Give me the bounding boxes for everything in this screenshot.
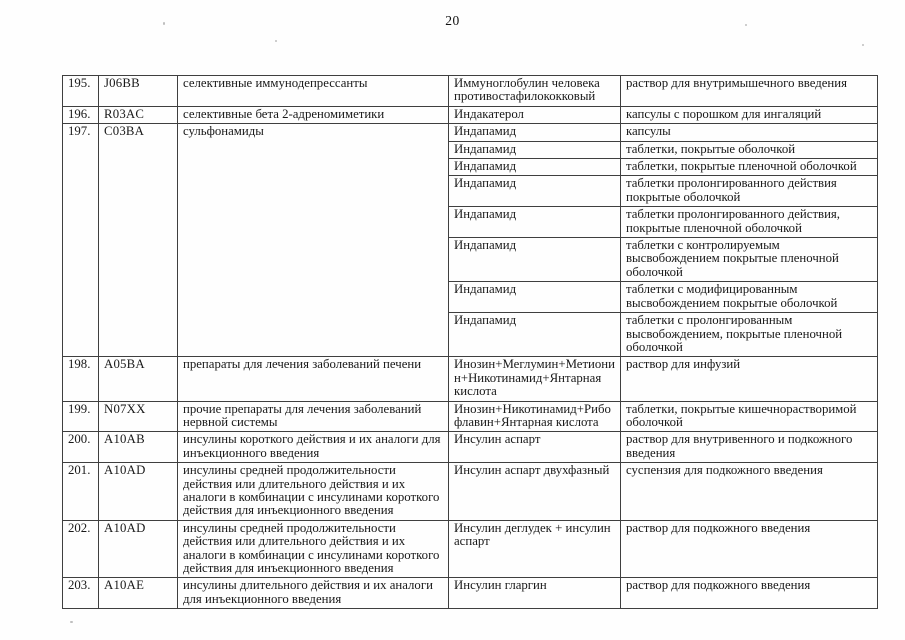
page-number: 20 — [445, 13, 460, 28]
cell-row-number: 203. — [63, 578, 99, 609]
cell-dosage-form: раствор для подкожного введения — [621, 578, 878, 609]
cell-atc-code: A10AD — [99, 463, 178, 521]
cell-group-name: препараты для лечения заболеваний печени — [178, 357, 449, 401]
cell-drug-name: Инозин+Никотинамид+Рибофлавин+Янтарная кислота — [449, 401, 621, 432]
table-row — [63, 124, 878, 141]
cell-group-name: селективные бета 2-адреномиметики — [178, 106, 449, 123]
cell-group-name: прочие препараты для лечения заболеваний нервной системы — [178, 401, 449, 432]
cell-dosage-form: таблетки с пролонгированным высвобождением, покрытые пленочной оболочкой — [621, 313, 878, 357]
cell-dosage-form: раствор для подкожного введения — [621, 520, 878, 578]
cell-dosage-form: капсулы с порошком для ингаляций — [621, 106, 878, 123]
cell-dosage-form: таблетки пролонгированного действия, покрытые пленочной оболочкой — [621, 207, 878, 238]
scan-speck — [70, 621, 73, 623]
cell-row-number: 201. — [63, 463, 99, 521]
cell-drug-name: Инсулин аспарт двухфазный — [449, 463, 621, 521]
cell-atc-code: A10AE — [99, 578, 178, 609]
cell-dosage-form: таблетки, покрытые кишечнорастворимой оболочкой — [621, 401, 878, 432]
cell-dosage-form: раствор для внутримышечного введения — [621, 76, 878, 107]
cell-drug-name: Инсулин аспарт — [449, 432, 621, 463]
cell-atc-code: A05BA — [99, 357, 178, 401]
cell-group-name: инсулины средней продолжительности действия или длительного действия и их аналоги в комбинации с инсулинами короткого действия для инъекционного введения — [178, 463, 449, 521]
cell-dosage-form: раствор для инфузий — [621, 357, 878, 401]
table-row — [63, 463, 878, 521]
cell-row-number: 200. — [63, 432, 99, 463]
cell-drug-name: Индапамид — [449, 141, 621, 158]
cell-dosage-form: таблетки с модифицированным высвобождением покрытые оболочкой — [621, 282, 878, 313]
cell-drug-name: Индапамид — [449, 124, 621, 141]
cell-atc-code: A10AB — [99, 432, 178, 463]
cell-drug-name: Инсулин гларгин — [449, 578, 621, 609]
cell-row-number: 197. — [63, 124, 99, 357]
scan-speck — [862, 44, 864, 46]
cell-dosage-form: суспензия для подкожного введения — [621, 463, 878, 521]
table-row — [63, 401, 878, 432]
table-row — [63, 357, 878, 401]
cell-atc-code: J06BB — [99, 76, 178, 107]
cell-dosage-form: таблетки, покрытые оболочкой — [621, 141, 878, 158]
cell-atc-code: A10AD — [99, 520, 178, 578]
cell-dosage-form: таблетки с контролируемым высвобождением покрытые пленочной оболочкой — [621, 238, 878, 282]
scan-speck — [745, 24, 747, 26]
cell-dosage-form: таблетки пролонгированного действия покрытые оболочкой — [621, 176, 878, 207]
table-row — [63, 578, 878, 609]
cell-dosage-form: таблетки, покрытые пленочной оболочкой — [621, 159, 878, 176]
scan-speck — [275, 40, 277, 42]
cell-drug-name: Иммуноглобулин человека противостафилококковый — [449, 76, 621, 107]
cell-drug-name: Индапамид — [449, 282, 621, 313]
cell-atc-code: R03AC — [99, 106, 178, 123]
cell-dosage-form: раствор для внутривенного и подкожного введения — [621, 432, 878, 463]
scan-speck — [163, 22, 165, 25]
cell-drug-name: Индакатерол — [449, 106, 621, 123]
cell-atc-code: C03BA — [99, 124, 178, 357]
cell-drug-name: Инсулин деглудек + инсулин аспарт — [449, 520, 621, 578]
cell-drug-name: Индапамид — [449, 176, 621, 207]
table-row — [63, 106, 878, 123]
table-row — [63, 520, 878, 578]
cell-drug-name: Инозин+Меглумин+Метионин+Никотинамид+Янтарная кислота — [449, 357, 621, 401]
cell-dosage-form: капсулы — [621, 124, 878, 141]
cell-row-number: 199. — [63, 401, 99, 432]
cell-row-number: 196. — [63, 106, 99, 123]
cell-group-name: селективные иммунодепрессанты — [178, 76, 449, 107]
med-table-body — [63, 76, 878, 609]
cell-drug-name: Индапамид — [449, 313, 621, 357]
cell-row-number: 198. — [63, 357, 99, 401]
cell-group-name: инсулины короткого действия и их аналоги для инъекционного введения — [178, 432, 449, 463]
cell-group-name: сульфонамиды — [178, 124, 449, 357]
cell-row-number: 202. — [63, 520, 99, 578]
cell-drug-name: Индапамид — [449, 238, 621, 282]
medication-table — [62, 75, 878, 609]
cell-group-name: инсулины длительного действия и их аналоги для инъекционного введения — [178, 578, 449, 609]
table-row — [63, 76, 878, 107]
cell-atc-code: N07XX — [99, 401, 178, 432]
cell-row-number: 195. — [63, 76, 99, 107]
cell-drug-name: Индапамид — [449, 207, 621, 238]
cell-drug-name: Индапамид — [449, 159, 621, 176]
table-row — [63, 432, 878, 463]
cell-group-name: инсулины средней продолжительности действия или длительного действия и их аналоги в комбинации с инсулинами короткого действия для инъекционного введения — [178, 520, 449, 578]
